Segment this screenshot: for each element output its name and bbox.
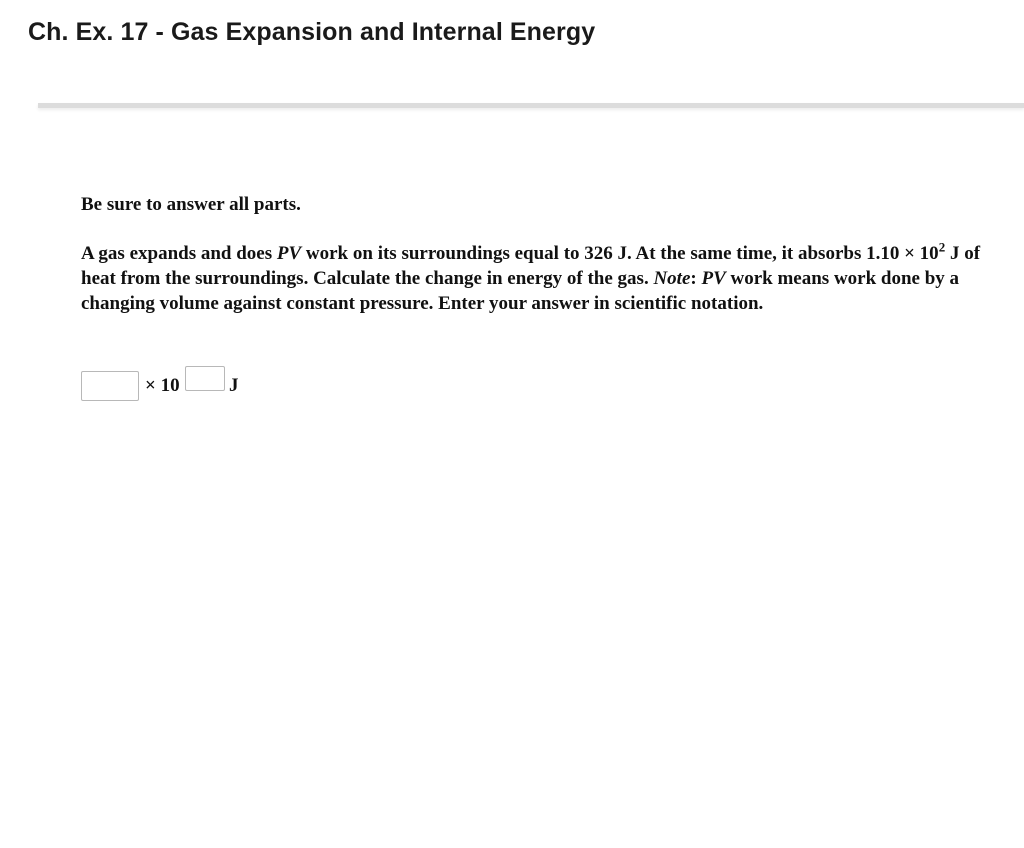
question-panel — [81, 192, 981, 316]
times-ten-label: × 10 — [145, 375, 180, 396]
unit-label: J — [229, 375, 239, 396]
instruction-text: Be sure to answer all parts. — [81, 194, 301, 215]
prompt-text-4: : — [690, 268, 702, 289]
header-divider — [38, 103, 1024, 108]
page-title: Ch. Ex. 17 - Gas Expansion and Internal Energy — [28, 18, 596, 46]
pv-term: PV — [701, 268, 726, 289]
note-label: Note — [653, 268, 691, 289]
prompt-text-1: A gas expands and does — [81, 243, 277, 264]
coefficient-input[interactable] — [81, 371, 139, 401]
question-prompt — [81, 241, 981, 316]
exponent-input[interactable] — [185, 366, 225, 391]
prompt-text-2: work on its surroundings equal to 326 J. At the same time, it absorbs 1.10 × 10 — [301, 243, 939, 264]
pv-term: PV — [276, 243, 302, 264]
heat-exponent: 2 — [938, 239, 946, 255]
prompt-text-3: J of heat from the surroundings. Calculate the change in energy of the gas. — [81, 243, 981, 289]
prompt-text-5: work means work done by a changing volume against constant pressure. Enter your answer in scientific notation. — [81, 268, 960, 314]
